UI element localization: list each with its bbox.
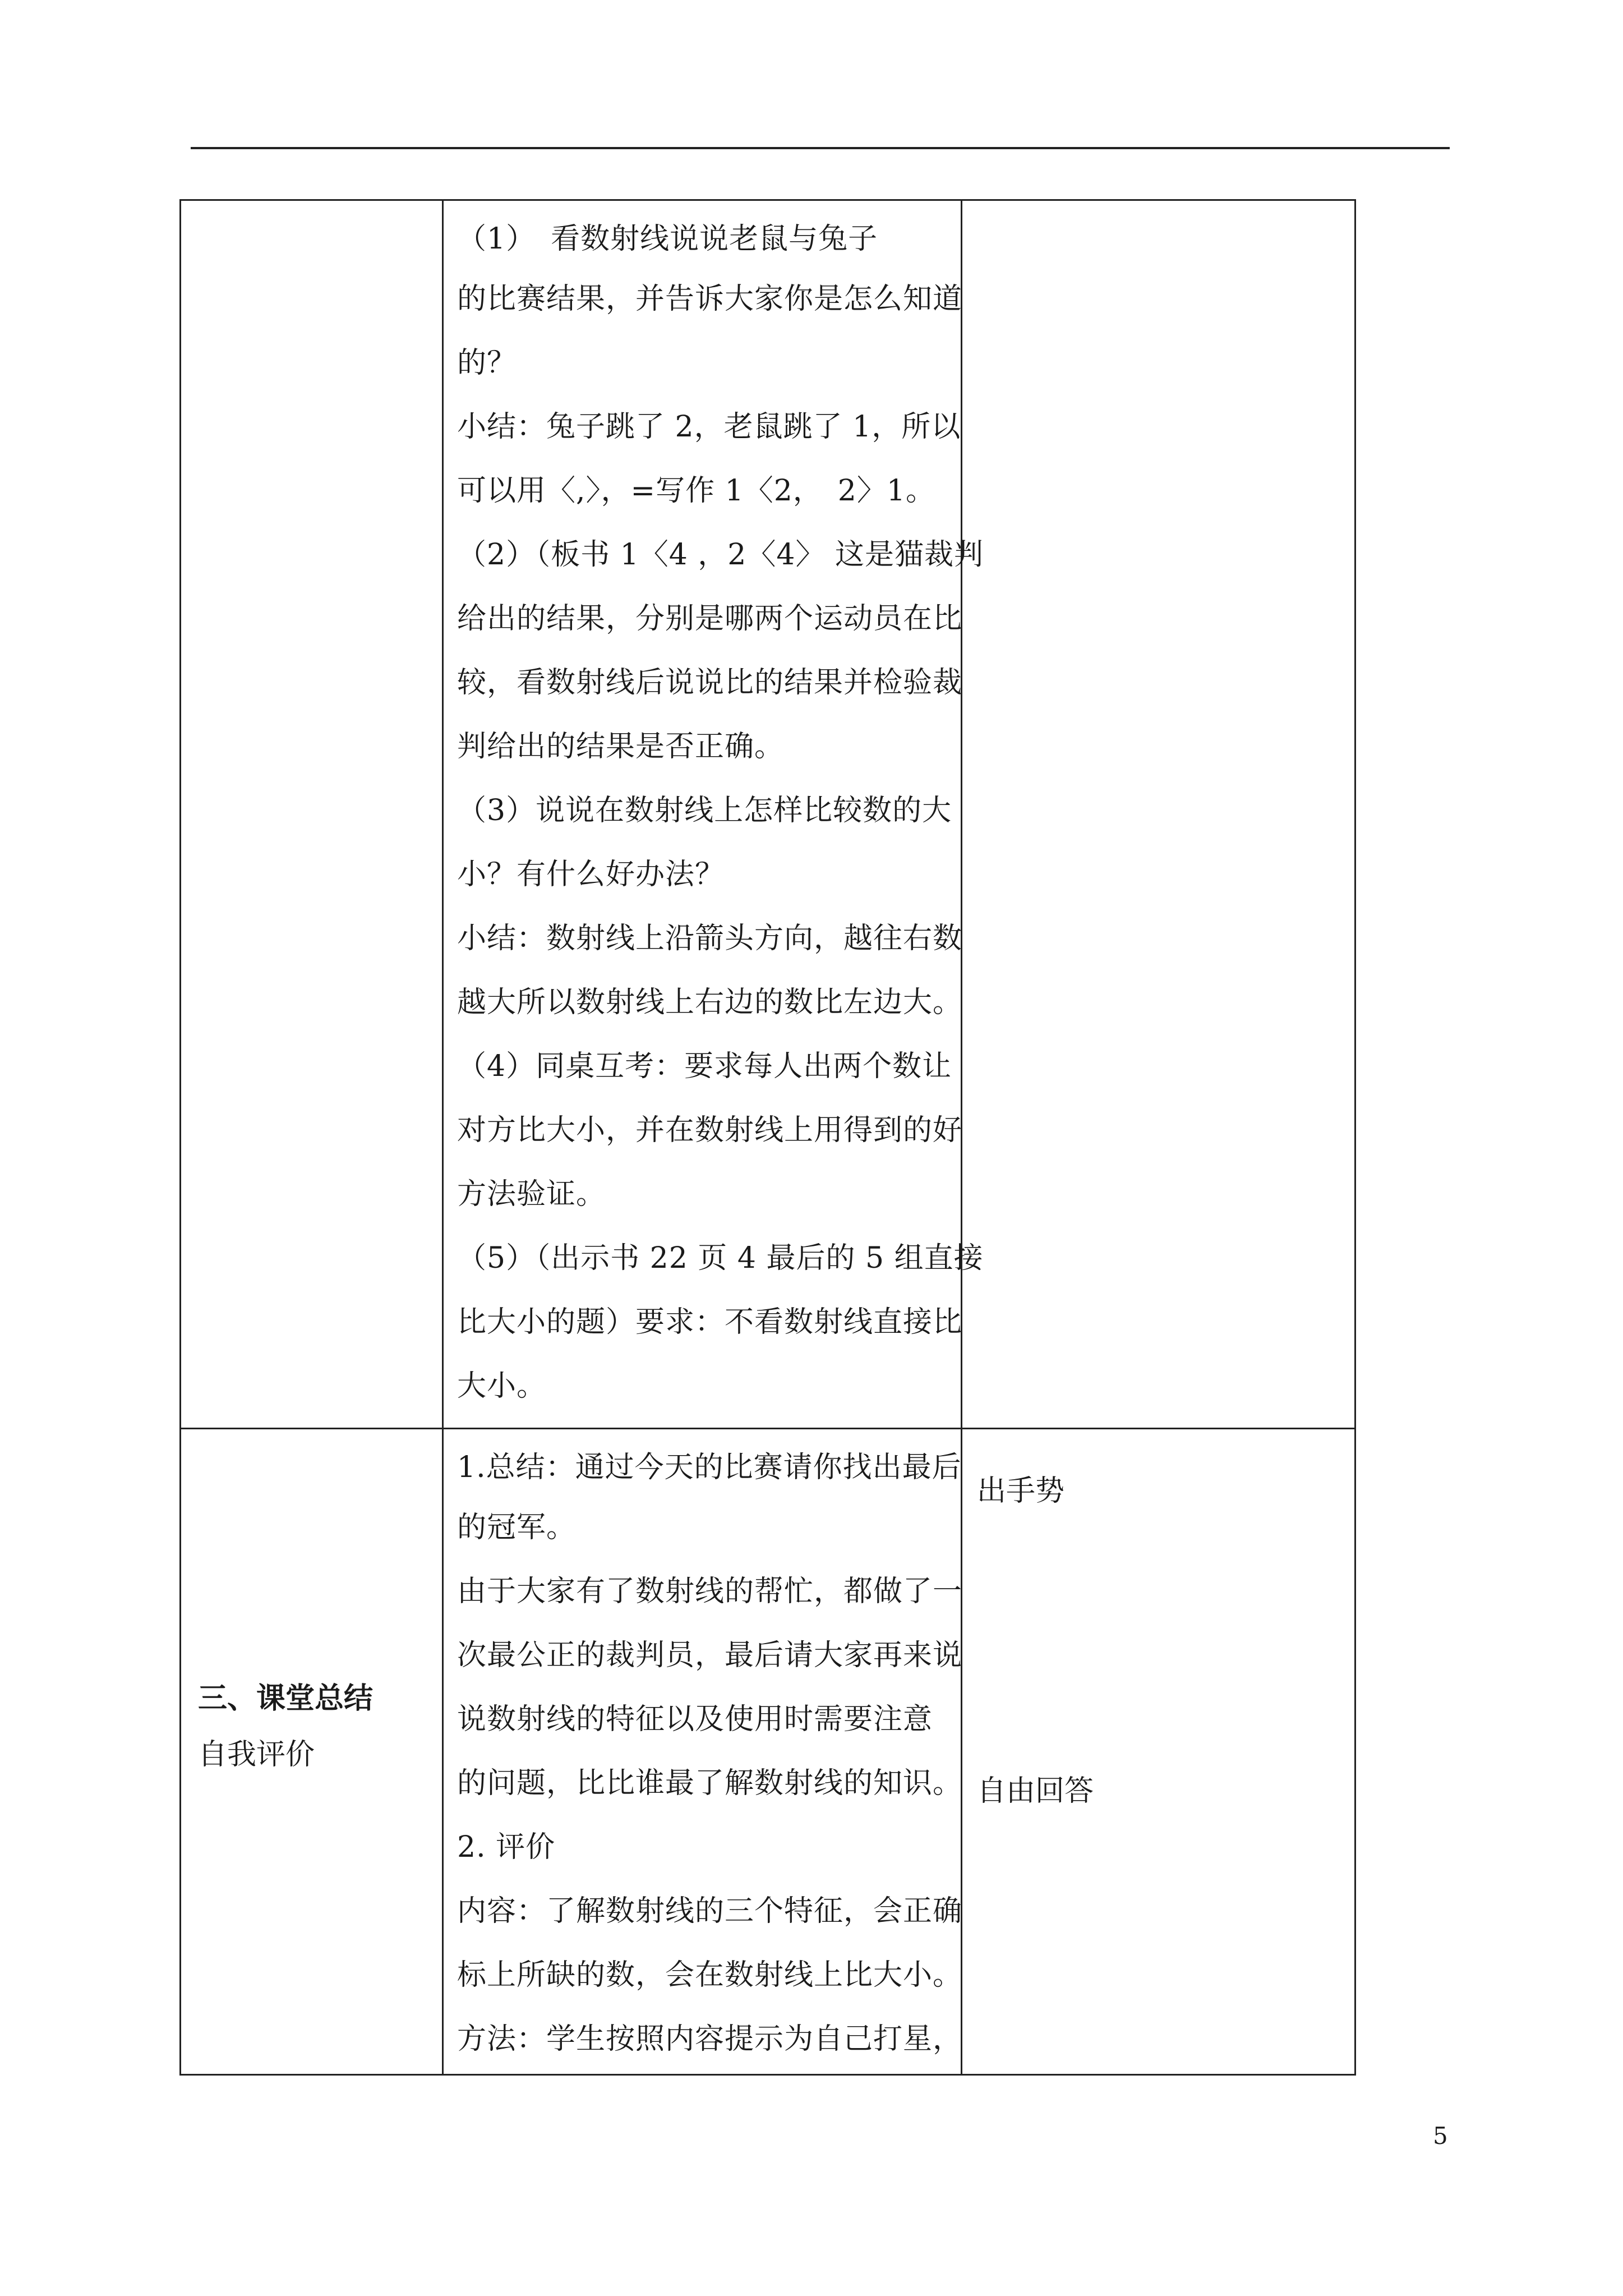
- note-cell: [962, 1429, 1355, 2075]
- text-line: 1.总结：通过今天的比赛请你找出最后: [457, 1451, 962, 1484]
- text-line: （2）（板书 1〈4 ，2〈4〉 这是猫裁判: [457, 538, 984, 572]
- student-activity-note: 出手势: [977, 1474, 1065, 1508]
- text-line: 大小。: [457, 1369, 547, 1403]
- text-line: 方法验证。: [457, 1177, 606, 1211]
- text-line: 2. 评价: [457, 1830, 556, 1864]
- activity-cell: [443, 200, 984, 1429]
- section-title: 三、课堂总结: [198, 1681, 374, 1715]
- text-line: 给出的结果，分别是哪两个运动员在比: [457, 602, 963, 636]
- text-line: 说数射线的特征以及使用时需要注意: [457, 1703, 933, 1736]
- page-number: 5: [1433, 2122, 1448, 2150]
- text-line: 可以用〈,〉，=写作 1〈2， 2〉1。: [457, 474, 935, 508]
- note-cell-empty: [962, 200, 1355, 1429]
- text-line: 越大所以数射线上右边的数比左边大。: [457, 986, 963, 1019]
- text-line: （5）（出示书 22 页 4 最后的 5 组直接: [457, 1241, 984, 1275]
- text-line: 比大小的题）要求：不看数射线直接比: [457, 1305, 963, 1339]
- header-rule: [191, 147, 1450, 149]
- activity-cell: [443, 1429, 962, 2075]
- text-line: 对方比大小，并在数射线上用得到的好: [457, 1114, 963, 1147]
- section-subtitle: 自我评价: [198, 1738, 315, 1772]
- text-line: 方法：学生按照内容提示为自己打星，: [457, 2022, 963, 2056]
- text-line: 的比赛结果，并告诉大家你是怎么知道: [457, 282, 963, 316]
- student-activity-note: 自由回答: [977, 1774, 1094, 1808]
- text-line: 的问题，比比谁最了解数射线的知识。: [457, 1766, 963, 1800]
- text-line: （1） 看数射线说说老鼠与兔子: [457, 222, 878, 256]
- text-line: 由于大家有了数射线的帮忙，都做了一: [457, 1575, 963, 1608]
- text-line: （4）同桌互考：要求每人出两个数让: [457, 1050, 952, 1083]
- table-row: [181, 1429, 1355, 2075]
- text-line: 判给出的结果是否正确。: [457, 730, 785, 763]
- text-line: （3）说说在数射线上怎样比较数的大: [457, 794, 952, 827]
- lesson-plan-table: [179, 199, 1356, 2076]
- text-line: 小结：数射线上沿箭头方向，越往右数: [457, 922, 963, 955]
- text-line: 的？: [457, 346, 517, 380]
- section-cell-empty: [181, 200, 443, 1429]
- text-line: 较，看数射线后说说比的结果并检验裁: [457, 666, 963, 700]
- text-line: 小结：兔子跳了 2，老鼠跳了 1，所以: [457, 410, 961, 444]
- text-line: 的冠军。: [457, 1511, 577, 1544]
- text-line: 内容：了解数射线的三个特征，会正确: [457, 1894, 963, 1928]
- section-cell: [181, 1429, 443, 2075]
- text-line: 标上所缺的数，会在数射线上比大小。: [457, 1958, 963, 1992]
- table-row: [181, 200, 1355, 1429]
- text-line: 次最公正的裁判员，最后请大家再来说: [457, 1639, 963, 1672]
- text-line: 小？有什么好办法？: [457, 858, 725, 891]
